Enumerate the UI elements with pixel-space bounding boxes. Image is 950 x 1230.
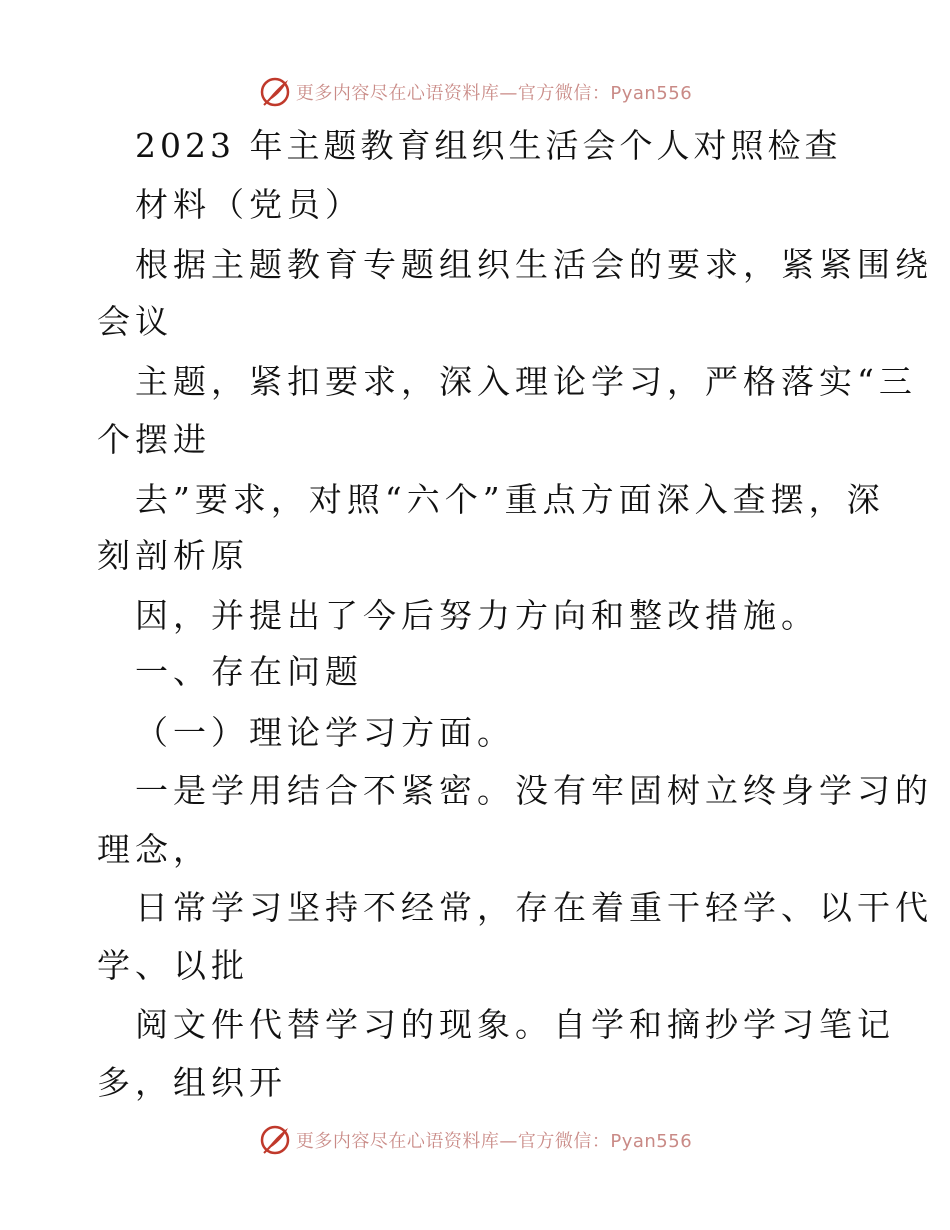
doc-line: 根据主题教育专题组织生活会的要求，紧紧围绕 xyxy=(135,245,933,284)
doc-line: 刻剖析原 xyxy=(97,536,249,575)
watermark-text: 更多内容尽在心语资料库—官方微信：Pyan556 xyxy=(295,83,693,104)
doc-line: 主题，紧扣要求，深入理论学习，严格落实“三 xyxy=(135,362,917,401)
doc-line: 去”要求，对照“六个”重点方面深入查摆，深 xyxy=(135,480,885,519)
section-heading: 一、存在问题 xyxy=(135,652,363,691)
doc-title-line-1: 2023 年主题教育组织生活会个人对照检查 xyxy=(135,126,842,165)
doc-line: 阅文件代替学习的现象。自学和摘抄学习笔记 xyxy=(135,1005,895,1044)
subsection-heading: （一）理论学习方面。 xyxy=(135,713,515,752)
doc-line: 理念， xyxy=(97,830,211,869)
doc-title-line-2: 材料（党员） xyxy=(135,185,363,224)
doc-line: 因，并提出了今后努力方向和整改措施。 xyxy=(135,596,819,635)
watermark-header xyxy=(0,72,950,112)
feather-pen-logo-icon xyxy=(258,1123,292,1157)
doc-line: 日常学习坚持不经常，存在着重干轻学、以干代 xyxy=(135,888,933,927)
doc-line: 多，组织开 xyxy=(97,1063,287,1102)
feather-pen-logo-icon xyxy=(258,75,292,109)
doc-line: 个摆进 xyxy=(97,420,211,459)
doc-line: 学、以批 xyxy=(97,946,249,985)
watermark-text: 更多内容尽在心语资料库—官方微信：Pyan556 xyxy=(295,1131,693,1152)
doc-line: 会议 xyxy=(97,302,173,341)
doc-line: 一是学用结合不紧密。没有牢固树立终身学习的 xyxy=(135,771,933,810)
watermark-footer xyxy=(0,1120,950,1160)
